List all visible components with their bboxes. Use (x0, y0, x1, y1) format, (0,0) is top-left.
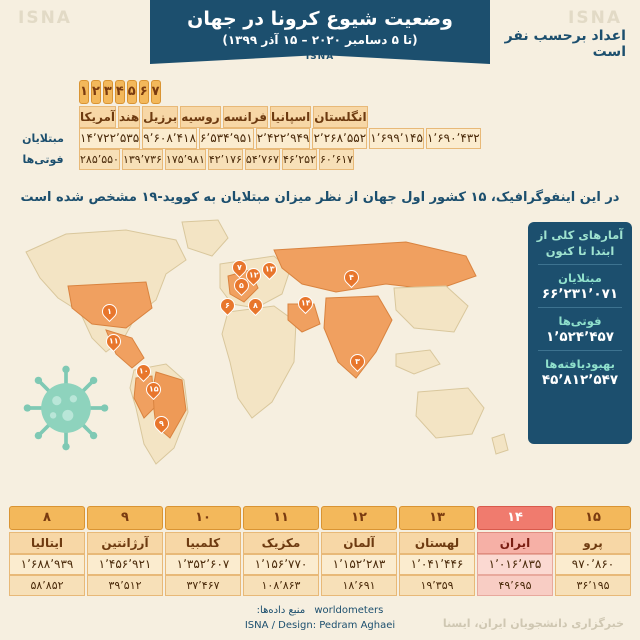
deaths-cell: ۵۴٬۷۶۷ (245, 149, 280, 170)
source-line (0, 605, 640, 616)
bottom-countries-table (8, 506, 632, 596)
country-cell: لهستان (399, 532, 475, 554)
rank-cell: ۲ (91, 80, 101, 104)
summary-divider-2 (538, 307, 622, 308)
rank-row (8, 80, 632, 104)
top-countries-table (8, 80, 632, 170)
coronavirus-icon (20, 362, 112, 454)
cases-cell: ۲٬۲۶۸٬۵۵۲ (312, 128, 367, 149)
summary-cases-label: مبتلایان (558, 271, 602, 286)
deaths-row (8, 575, 632, 596)
deaths-cell: ۳۷٬۴۶۷ (165, 575, 241, 596)
rank-cell: ۱۳ (399, 506, 475, 530)
cases-cell: ۱٬۱۵۶٬۷۷۰ (243, 554, 319, 575)
cases-cell-highlight: ۱٬۰۱۶٬۸۳۵ (477, 554, 553, 575)
country-cell: آرژانتین (87, 532, 163, 554)
country-cell: اسپانیا (270, 106, 311, 128)
isna-watermark-left: ISNA (18, 8, 72, 28)
country-cell: کلمبیا (165, 532, 241, 554)
map-pin-14: ۱۴ (295, 293, 316, 314)
map-pin-7: ۷ (229, 257, 250, 278)
country-row (8, 532, 632, 554)
country-cell: آلمان (321, 532, 397, 554)
cases-cell: ۱٬۶۹۹٬۱۴۵ (369, 128, 424, 149)
cases-cell: ۱٬۴۵۶٬۹۲۱ (87, 554, 163, 575)
rank-cell: ۴ (115, 80, 125, 104)
design-credit: ISNA / Design: Pedram Aghaei (244, 620, 396, 631)
summary-divider-1 (538, 264, 622, 265)
agency-name: خبرگزاری دانشجویان ایران، ایسنا (442, 617, 624, 630)
cases-row (8, 128, 632, 149)
map-pin-3: ۳ (347, 351, 368, 372)
footer (0, 594, 640, 640)
deaths-row (8, 149, 632, 170)
rank-cell: ۵ (127, 80, 137, 104)
deaths-cell-highlight: ۴۹٬۶۹۵ (477, 575, 553, 596)
cases-cell: ۱٬۳۵۲٬۶۰۷ (165, 554, 241, 575)
country-cell: روسیه (180, 106, 220, 128)
country-cell: ایتالیا (9, 532, 85, 554)
deaths-cell: ۳۶٬۱۹۵ (555, 575, 631, 596)
deaths-cell: ۲۸۵٬۵۵۰ (79, 149, 120, 170)
country-cell: آمریکا (79, 106, 116, 128)
country-cell: انگلستان (313, 106, 367, 128)
source-value: worldometers (314, 605, 384, 616)
rank-cell: ۷ (151, 80, 161, 104)
country-cell: فرانسه (223, 106, 268, 128)
deaths-cell: ۶۰٬۶۱۷ (319, 149, 354, 170)
map-pin-8: ۸ (245, 295, 266, 316)
cases-row-label: مبتلایان (22, 132, 64, 145)
header (0, 0, 640, 72)
country-cell: پرو (555, 532, 631, 554)
page-title: وضعیت شیوع کرونا در جهان (187, 8, 453, 30)
country-cell: برزیل (142, 106, 178, 128)
rank-cell: ۸ (9, 506, 85, 530)
cases-cell: ۹٬۶۰۸٬۴۱۸ (142, 128, 197, 149)
summary-deaths-label: فوتی‌ها (558, 314, 602, 329)
rank-cell: ۶ (139, 80, 149, 104)
deaths-cell: ۱۹٬۳۵۹ (399, 575, 475, 596)
cases-cell: ۶٬۵۳۴٬۹۵۱ (199, 128, 254, 149)
page-subtitle: (تا ۵ دسامبر ۲۰۲۰ – ۱۵ آذر ۱۳۹۹) (222, 33, 418, 47)
map-pin-10: ۱۰ (133, 361, 154, 382)
summary-title: آمارهای کلی از ابتدا تا کنون (536, 228, 624, 258)
summary-cases-value: ۶۶٬۲۳۱٬۰۷۱ (541, 286, 619, 303)
rank-row-spacer (8, 80, 78, 104)
cases-cell: ۲٬۴۲۲٬۹۴۹ (256, 128, 311, 149)
map-pin-1: ۱ (99, 301, 120, 322)
map-pin-15: ۱۵ (143, 379, 164, 400)
deaths-cell: ۴۲٬۱۷۶ (208, 149, 243, 170)
country-cell-highlight: ایران (477, 532, 553, 554)
rank-cell: ۱۱ (243, 506, 319, 530)
deaths-cell: ۱۸٬۶۹۱ (321, 575, 397, 596)
deaths-cell: ۱۷۵٬۹۸۱ (165, 149, 206, 170)
deaths-cell: ۵۸٬۸۵۲ (9, 575, 85, 596)
map-pin-9: ۹ (151, 413, 172, 434)
rank-cell: ۱۵ (555, 506, 631, 530)
infographic-note: در این اینفوگرافیک، ۱۵ کشور اول جهان از نظر میزان مبتلایان به کووید-۱۹ مشخص شده است (20, 190, 620, 205)
map-pin-5: ۵ (231, 275, 252, 296)
cases-cell: ۱٬۰۴۱٬۴۴۶ (399, 554, 475, 575)
rank-row (8, 506, 632, 530)
summary-deaths-value: ۱٬۵۲۴٬۴۵۷ (546, 329, 614, 346)
summary-divider-3 (538, 350, 622, 351)
map-pin-11: ۱۱ (103, 331, 124, 352)
map-pin-13: ۱۳ (259, 259, 280, 280)
source-label: منبع داده‌ها: (256, 605, 306, 616)
country-row (8, 106, 632, 128)
cases-cell: ۱٬۱۵۲٬۲۸۳ (321, 554, 397, 575)
rank-cell: ۱۲ (321, 506, 397, 530)
deaths-row-label: فوتی‌ها (22, 153, 64, 166)
cases-cell: ۱٬۶۸۸٬۹۳۹ (9, 554, 85, 575)
isna-watermark-right: ISNA (568, 8, 622, 28)
cases-cell: ۱٬۶۹۰٬۴۳۲ (426, 128, 481, 149)
summary-recovered-label: بهبودیافته‌ها (545, 357, 615, 372)
map-pin-12: ۱۲ (243, 265, 264, 286)
deaths-cell: ۴۶٬۲۵۲ (282, 149, 317, 170)
rank-cell-highlight: ۱۴ (477, 506, 553, 530)
global-summary-panel (528, 222, 632, 444)
country-cell: هند (118, 106, 140, 128)
rank-cell: ۱ (79, 80, 89, 104)
country-cell: مکزیک (243, 532, 319, 554)
units-note: اعداد برحسب نفر است (504, 28, 626, 60)
map-pin-6: ۶ (217, 295, 238, 316)
rank-cell: ۱۰ (165, 506, 241, 530)
summary-recovered-value: ۴۵٬۸۱۲٬۵۴۷ (541, 372, 619, 389)
deaths-cell: ۳۹٬۵۱۲ (87, 575, 163, 596)
map-pin-4: ۴ (341, 267, 362, 288)
rank-cell: ۹ (87, 506, 163, 530)
world-map (6, 212, 526, 492)
cases-row (8, 554, 632, 575)
cases-cell: ۹۷۰٬۸۶۰ (555, 554, 631, 575)
cases-cell: ۱۴٬۷۲۲٬۵۳۵ (79, 128, 140, 149)
country-row-spacer (8, 106, 78, 128)
deaths-cell: ۱۰۸٬۸۶۳ (243, 575, 319, 596)
deaths-cell: ۱۳۹٬۷۳۶ (122, 149, 163, 170)
rank-cell: ۳ (103, 80, 113, 104)
isna-brand: ISNA (305, 52, 335, 62)
